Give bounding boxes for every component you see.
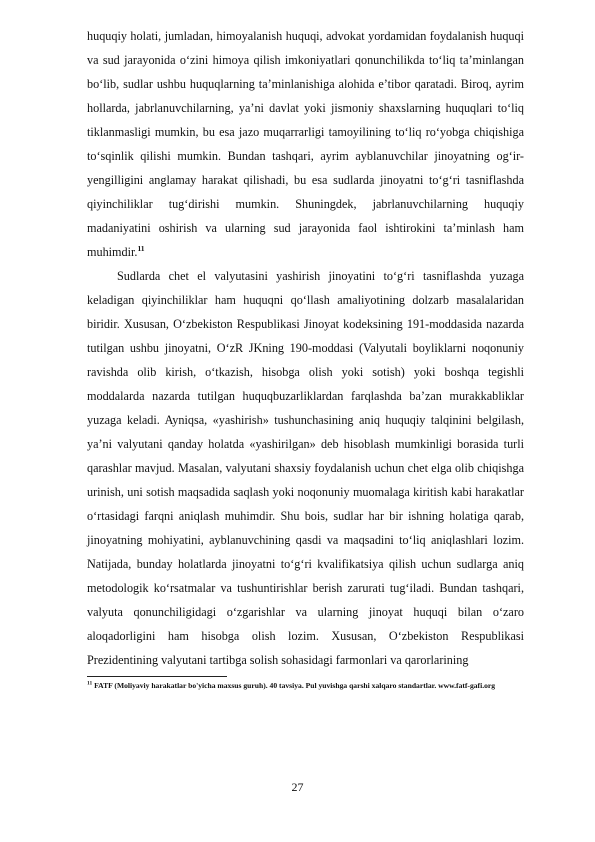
footnote-separator: [87, 676, 227, 677]
footnote-text: FATF (Moliyaviy harakatlar bo'yicha maxsus guruh). 40 tavsiya. Pul yuvishga qarshi xalqaro standartlar. www.fatf-gafi.org: [94, 681, 496, 690]
body-paragraph-2: [87, 264, 524, 672]
page-number: 27: [291, 780, 304, 794]
document-page: [87, 24, 524, 691]
footnote-reference[interactable]: 11: [137, 243, 145, 253]
footnote-number: 11: [87, 680, 93, 687]
body-paragraph-1: [87, 24, 524, 264]
footnote: [87, 680, 524, 691]
paragraph-2-text: Sudlarda chet el valyutasini yashirish jinoyatini to‘g‘ri tasniflashda yuzaga keladigan qiyinchiliklar ham huquqni qo‘llash amaliyotining dolzarb masalalaridan biridir. Xususan, O‘zbekiston Respublikasi Jinoyat kodeksining 191-moddasida nazarda tutilgan ushbu jinoyatni, O‘zR JKning 190-moddasi (Valyutali boyliklarni noqonuniy ravishda olib kirish, o‘tkazish, hisobga olish yoki sotish) yoki boshqa tegishli moddalarda nazarda tutilgan huquqbuzarliklardan farqlashda ba’zan murakkabliklar yuzaga keladi. Ayniqsa, «yashirish» tushunchasining aniq huquqiy talqinini belgilash, ya’ni valyutani qanday holatda «yashirilgan» deb hisoblash mumkinligi borasida turli qarashlar mavjud. Masalan, valyutani shaxsiy foydalanish uchun chet elga olib chiqishga urinish, uni sotish maqsadida saqlash yoki noqonuniy muomalaga kiritish kabi harakatlar o‘rtasidagi farqni aniqlash muhimdir. Shu bois, sudlar har bir ishning holatiga qarab, jinoyatning mohiyatini, ayblanuvchining qasdi va maqsadini to‘liq aniqlashlari lozim. Natijada, bunday holatlarda jinoyatni to‘g‘ri kvalifikatsiya qilish uchun sudlarga aniq metodologik ko‘rsatmalar va tushuntirishlar berish zarurati tug‘iladi. Bundan tashqari, valyuta qonunchiligidagi o‘zgarishlar va ularning jinoyat huquqi bilan o‘zaro aloqadorligini ham hisobga olish lozim. Xususan, O‘zbekiston Respublikasi Prezidentining valyutani tartibga solish sohasidagi farmonlari va qarorlarining: [87, 269, 524, 667]
paragraph-1-text: huquqiy holati, jumladan, himoyalanish huquqi, advokat yordamidan foydalanish huquqi va sud jarayonida o‘zini himoya qilish imkoniyatlari qonunchilikda to‘liq ta’minlangan bo‘lib, sudlar ushbu huquqlarning ta’minlanishiga alohida e’tibor qaratadi. Biroq, ayrim hollarda, jabrlanuvchilarning, ya’ni davlat yoki jismoniy shaxslarning huquqlari to‘liq tiklanmasligi mumkin, bu esa jazo muqarrarligi tamoyilining to‘liq ro‘yobga chiqishiga to‘sqinlik qilishi mumkin. Bundan tashqari, ayrim ayblanuvchilar jinoyatning og‘ir-yengilligini anglamay harakat qilishadi, bu esa sudlarda jinoyatni to‘g‘ri tasniflashda qiyinchiliklar tug‘dirishi mumkin. Shuningdek, jabrlanuvchilarning huquqiy madaniyatini oshirish va ularning sud jarayonida faol ishtirokini ta’minlash ham muhimdir.: [87, 29, 524, 259]
